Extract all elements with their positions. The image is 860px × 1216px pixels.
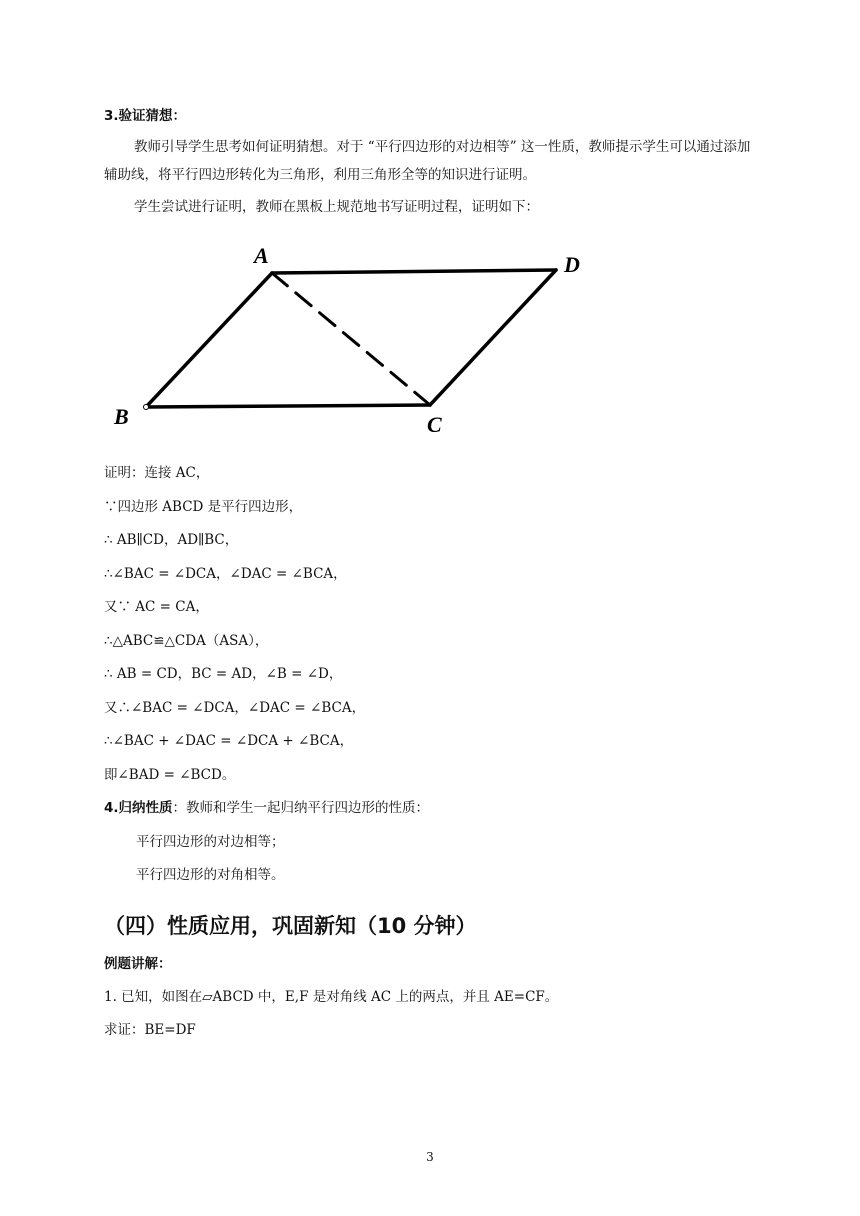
section3-paragraph-1: 教师引导学生思考如何证明猜想。对于 “平行四边形的对边相等” 这一性质，教师提示学生可以通过添加辅助线，将平行四边形转化为三角形，利用三角形全等的知识进行证明。 (104, 139, 751, 183)
section4-heading: 4.归纳性质 (104, 800, 173, 816)
label-c: C (427, 412, 442, 437)
section4-line (104, 798, 429, 818)
label-b: B (114, 404, 129, 429)
prove-statement: 求证：BE=DF (104, 1022, 196, 1038)
section3-paragraph-2: 学生尝试进行证明，教师在黑板上规范地书写证明过程，证明如下： (134, 199, 539, 215)
section-iv-title: （四）性质应用，巩固新知（10 分钟） (104, 914, 477, 938)
example-heading: 例题讲解： (104, 956, 172, 972)
section4-intro: ：教师和学生一起归纳平行四边形的性质： (172, 800, 430, 816)
segment-ab (146, 273, 272, 407)
proof-line-1: 证明：连接 AC， (104, 465, 210, 481)
label-d: D (564, 252, 580, 277)
proof-line-6: ∴△ABC≌△CDA（ASA）， (104, 633, 269, 649)
proof-line-3: ∴ AB∥CD，AD∥BC， (104, 532, 239, 548)
proof-line-10: 即∠BAD = ∠BCD。 (104, 767, 236, 783)
property-item-2: 平行四边形的对角相等。 (136, 867, 285, 883)
parallelogram-figure (0, 230, 860, 450)
proof-line-9: ∴∠BAC + ∠DAC = ∠DCA + ∠BCA， (104, 733, 354, 749)
label-a: A (254, 243, 269, 268)
property-item-1: 平行四边形的对边相等； (136, 834, 285, 850)
section3-heading: 3.验证猜想： (104, 108, 187, 124)
proof-line-2: ∵四边形 ABCD 是平行四边形， (104, 499, 303, 515)
segment-bc (146, 405, 430, 407)
proof-line-4: ∴∠BAC = ∠DCA，∠DAC = ∠BCA， (104, 566, 347, 582)
proof-line-7: ∴ AB = CD，BC = AD，∠B = ∠D， (104, 666, 343, 682)
segment-cd (430, 270, 556, 405)
proof-line-5: 又∵ AC = CA， (104, 599, 209, 615)
diagonal-ac-dashed (272, 273, 430, 405)
page-number: 3 (426, 1150, 434, 1164)
proof-line-8: 又∴∠BAC = ∠DCA，∠DAC = ∠BCA， (104, 700, 366, 716)
example-1: 1. 已知，如图在▱ABCD 中，E,F 是对角线 AC 上的两点，并且 AE=CF。 (104, 989, 559, 1005)
segment-ad (272, 270, 556, 273)
